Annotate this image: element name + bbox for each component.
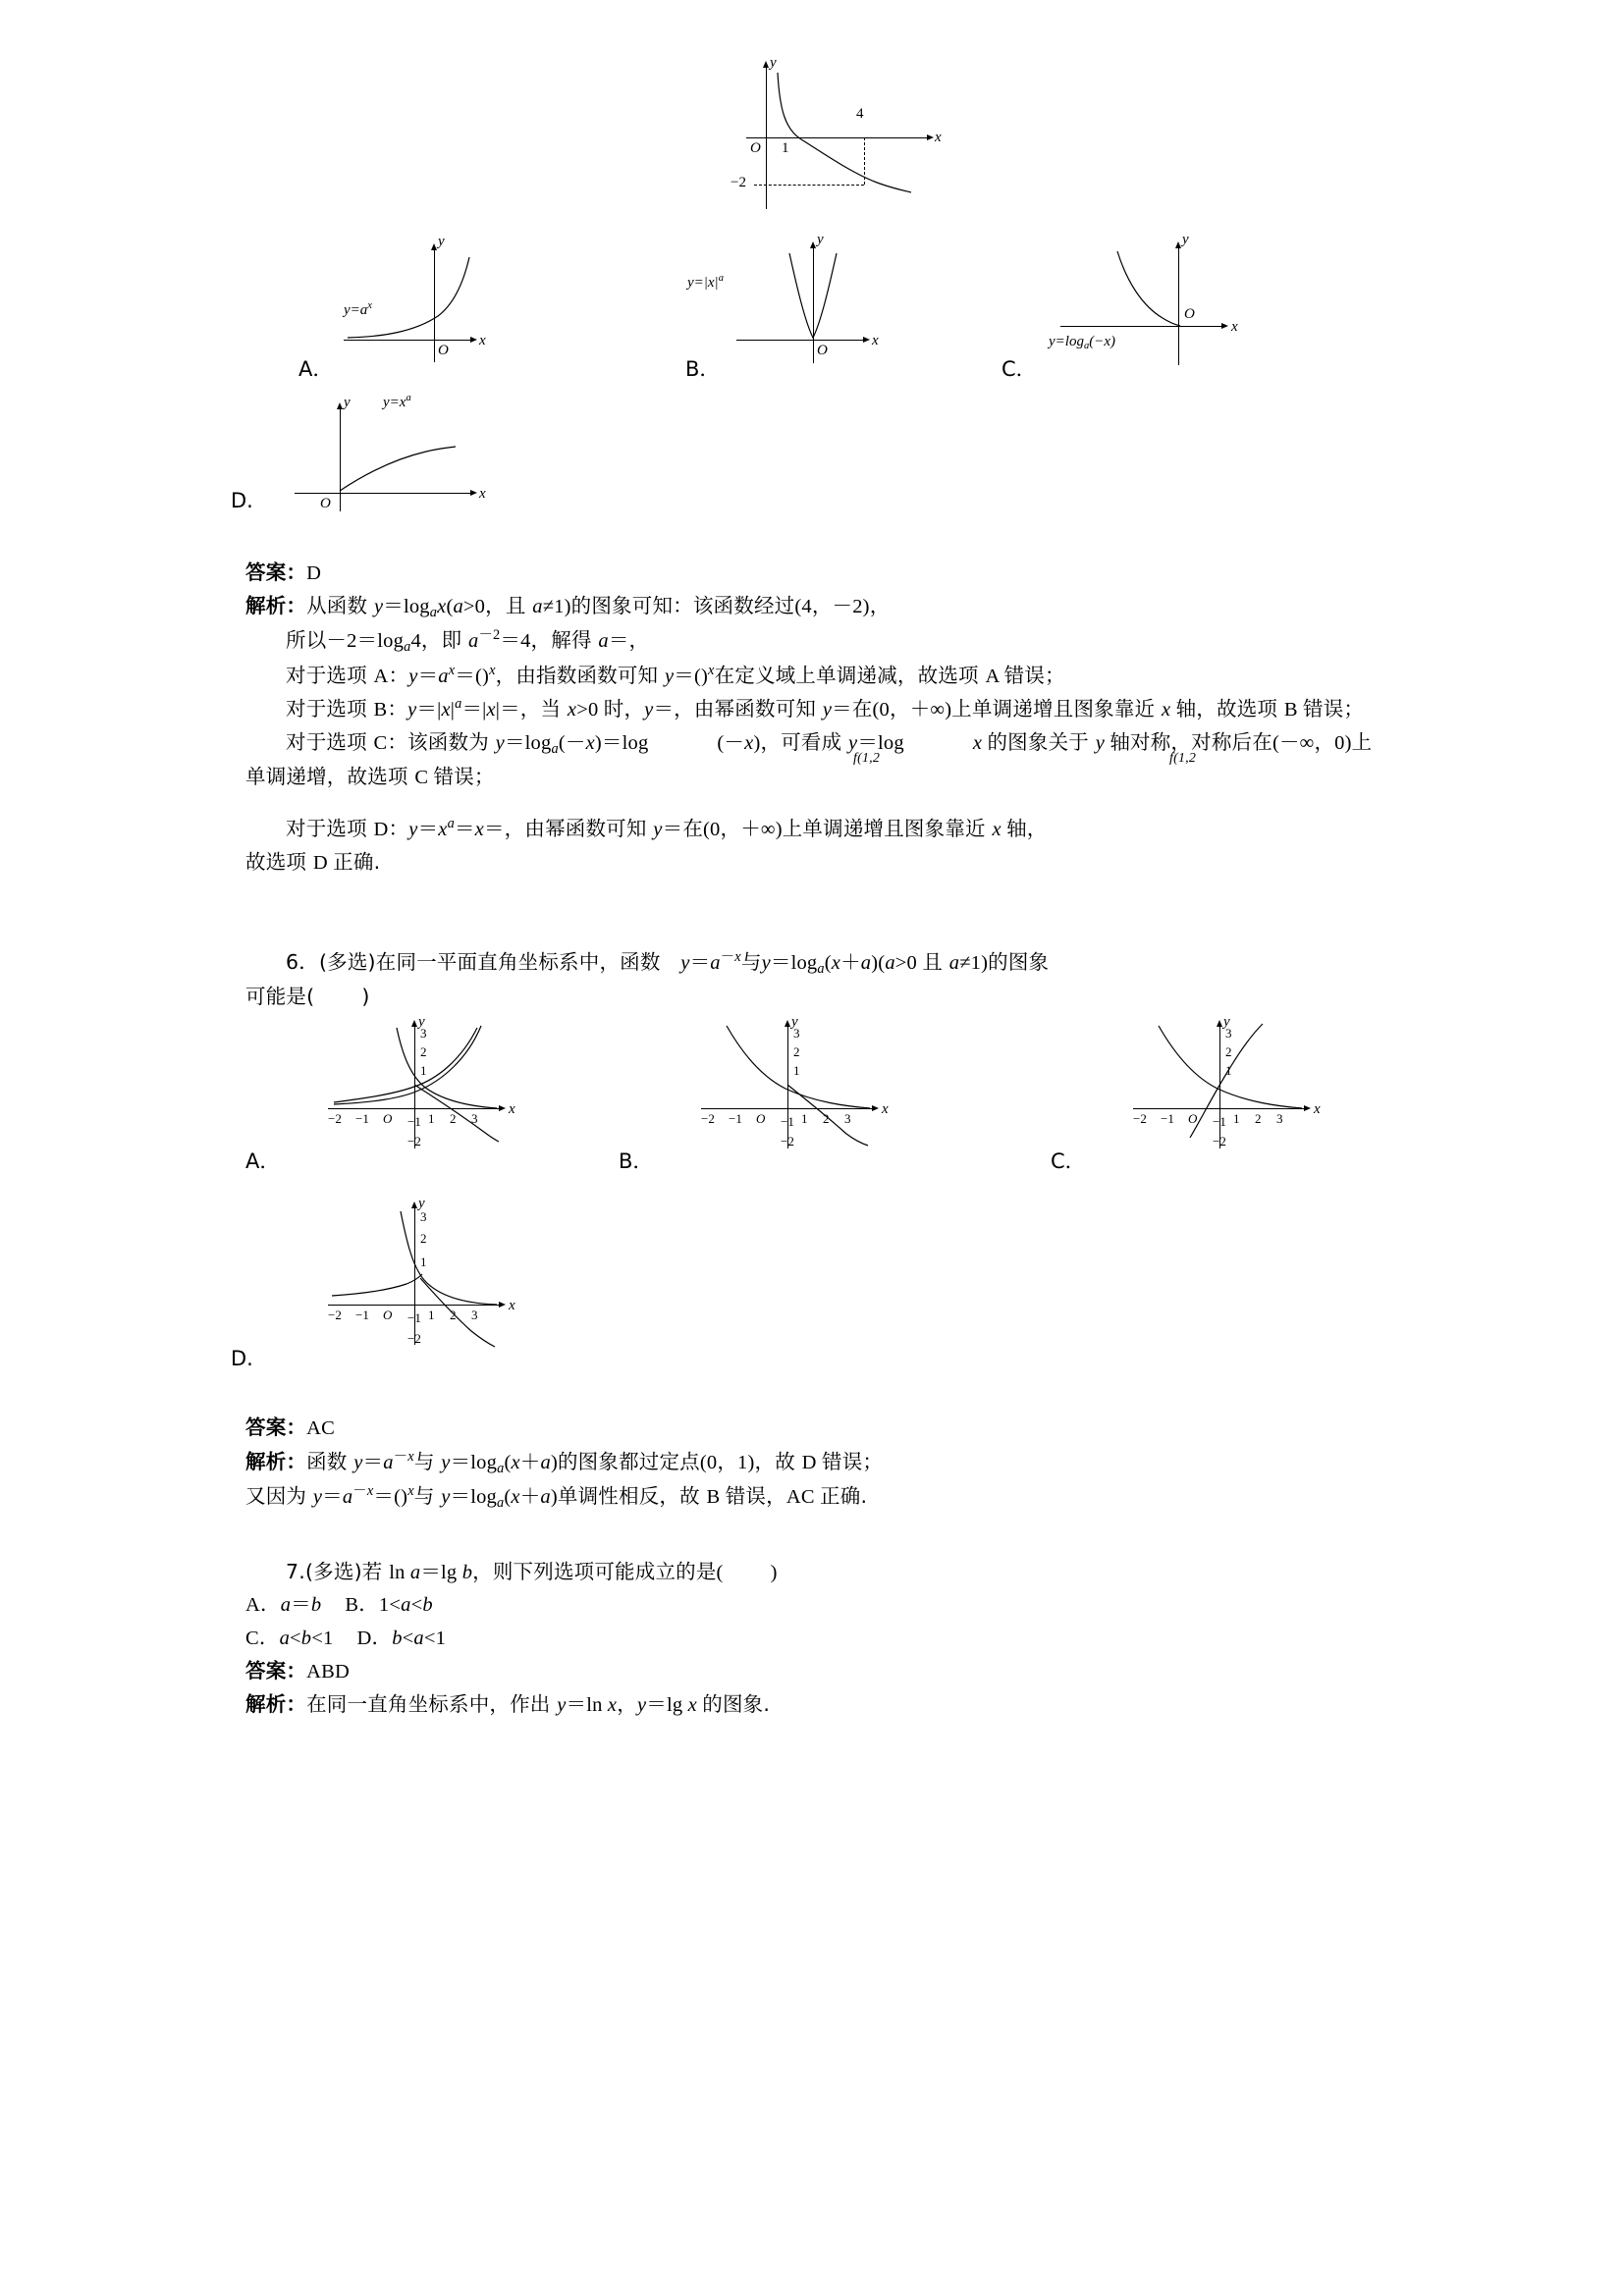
origin-label: O <box>383 1111 393 1127</box>
tick-x-minus2: −2 <box>328 1308 342 1323</box>
q6-option-c-label: C． <box>1051 1149 1086 1174</box>
x-axis-label: x <box>882 1101 889 1118</box>
q5-option-c <box>1001 232 1316 393</box>
stray-text-2: f(1,2 <box>1169 751 1197 767</box>
q5-option-b <box>628 232 923 393</box>
tick-y-1: 1 <box>420 1255 427 1270</box>
x-axis-label: x <box>509 1298 515 1314</box>
tick-y-minus2: −2 <box>1213 1134 1226 1149</box>
tick-y-minus1: −1 <box>1213 1114 1226 1130</box>
power-curve <box>245 402 540 525</box>
tick-y-2: 2 <box>420 1231 427 1247</box>
tick-y-1: 1 <box>420 1063 427 1079</box>
stray-text-1: f(1,2 <box>853 751 881 767</box>
tick-y-2: 2 <box>1225 1044 1232 1060</box>
q6-stem-text-3: ) <box>361 985 370 1009</box>
y-axis-label: y <box>418 1014 425 1031</box>
q6-answer-line <box>245 1412 1384 1445</box>
tick-y-3: 3 <box>1225 1026 1232 1041</box>
answer-value: D <box>306 562 322 584</box>
x-axis-label: x <box>1314 1101 1321 1118</box>
tick-y-1: 1 <box>1225 1063 1232 1079</box>
origin-label: O <box>750 140 761 156</box>
abs-power-curve <box>628 255 923 393</box>
q5-analysis-line-6: 对于选项 D：$y=x^a=x=$，由幂函数可知 y＝在(0，＋∞)上单调递增且图象靠近 x 轴， <box>286 815 1048 840</box>
q7-block <box>245 1556 1384 1722</box>
q6-option-d <box>231 1196 1384 1398</box>
analysis-label: 解析： <box>245 1449 307 1473</box>
q6-stem-text-2: 可能是( <box>245 985 315 1009</box>
tick-x-minus1: −1 <box>1161 1111 1174 1127</box>
q5-option-c-label: C． <box>1001 357 1037 381</box>
q5-analysis-line-7: 故选项 D 正确. <box>245 849 381 874</box>
q6-option-b <box>619 1014 992 1182</box>
q7-choices-row-1: A．a＝b B．1<a<b <box>245 1594 433 1617</box>
q7-analysis-line: 解析：在同一直角坐标系中，作出 y＝ln x，y＝lg x 的图象. <box>245 1691 771 1716</box>
curves <box>304 1201 619 1388</box>
tick-label-minus2: −2 <box>731 175 746 190</box>
origin-label: O <box>383 1308 393 1323</box>
q5-options-abc <box>245 232 1384 402</box>
tick-y-1: 1 <box>793 1063 800 1079</box>
answer-value: ABD <box>306 1660 350 1682</box>
tick-x-3: 3 <box>471 1308 478 1323</box>
y-axis-label: y <box>1223 1014 1230 1031</box>
tick-x-2: 2 <box>450 1111 457 1127</box>
q5-option-d-label: D. <box>231 489 253 512</box>
y-axis-label: y <box>791 1014 798 1031</box>
q6-stem-line-2 <box>245 981 1384 1014</box>
tick-x-2: 2 <box>1255 1111 1262 1127</box>
curves <box>1110 1020 1424 1182</box>
origin-label: O <box>1188 1111 1198 1127</box>
q7-stem-line: 7.(多选)若 ln a＝lg b，则下列选项可能成立的是( ) <box>286 1560 778 1584</box>
tick-label-4: 4 <box>856 106 864 122</box>
tick-x-1: 1 <box>1233 1111 1240 1127</box>
tick-y-2: 2 <box>420 1044 427 1060</box>
tick-x-minus2: −2 <box>328 1111 342 1127</box>
y-axis-label: y <box>1182 232 1189 247</box>
q6-analysis-line-1: 解析：函数 $y=a^{-x}$与 $y=\log_a(x+a)$的图象都过定点(0，1)，故 D 错误； <box>245 1448 884 1476</box>
curve-equation: $y=a^x$ <box>344 300 372 318</box>
tick-x-minus1: −1 <box>355 1308 369 1323</box>
x-axis-label: x <box>935 130 942 145</box>
curve-equation: $y=x^a$ <box>383 393 411 410</box>
q7-tag: (多选) <box>304 1560 362 1584</box>
tick-x-3: 3 <box>844 1111 851 1127</box>
y-axis-label: y <box>438 234 445 249</box>
curve-equation: $y=\log_a(-x)$ <box>1049 334 1115 351</box>
answer-label: 答案： <box>245 561 307 584</box>
tick-y-minus1: −1 <box>407 1114 421 1130</box>
q5-top-figure <box>245 55 1384 255</box>
q6-analysis-line-2: 又因为 $y=a^{-x}=()^x$与 $y=\log_a(x+a)$单调性相反，故 B 错误，AC 正确. <box>245 1482 868 1511</box>
tick-x-1: 1 <box>801 1111 808 1127</box>
origin-label: O <box>438 343 449 358</box>
q5-option-b-label: B． <box>685 357 721 381</box>
y-axis-arrow <box>810 241 816 248</box>
q5-option-a <box>245 234 540 393</box>
tick-y-minus1: −1 <box>781 1114 794 1130</box>
exp-curve <box>245 255 540 393</box>
q6-options-abc <box>245 1014 1384 1192</box>
origin-label: O <box>817 343 828 358</box>
q5-analysis-line-1: 解析：从函数 $y=\log_ax(a>0$，且 a≠1)的图象可知：该函数经过(4，－2)， <box>245 594 891 621</box>
q7-number: 7. <box>286 1560 305 1584</box>
y-axis-arrow <box>431 243 437 250</box>
y-axis-arrow <box>1175 241 1181 248</box>
x-axis-label: x <box>479 486 486 502</box>
q6-option-d-label: D. <box>231 1347 253 1371</box>
tick-y-minus2: −2 <box>781 1134 794 1149</box>
log-curve <box>707 59 992 245</box>
q6-option-a <box>245 1014 619 1182</box>
q5-analysis-line-3: 对于选项 A：$y=a^x=()^x$，由指数函数可知 y＝()$^x$在定义域上单调递减，故选项 A 错误； <box>286 662 1065 687</box>
answer-value: AC <box>306 1417 335 1440</box>
q7-choices-row-2: C．a<b<1 D．b<a<1 <box>245 1627 447 1649</box>
q5-option-d <box>231 393 1384 535</box>
tick-x-2: 2 <box>450 1308 457 1323</box>
tick-x-2: 2 <box>823 1111 830 1127</box>
x-axis-label: x <box>479 333 486 348</box>
tick-x-1: 1 <box>428 1308 435 1323</box>
y-axis-label: y <box>418 1196 425 1212</box>
q6-option-a-label: A． <box>245 1149 281 1174</box>
q5-option-a-label: A． <box>298 357 334 381</box>
x-axis-label: x <box>509 1101 515 1118</box>
curve-equation: $y=|x|^a$ <box>687 273 724 291</box>
log-neg-curve <box>1001 255 1316 393</box>
tick-label-1: 1 <box>782 140 789 156</box>
origin-label: O <box>756 1111 766 1127</box>
tick-y-3: 3 <box>420 1209 427 1225</box>
q5-analysis-line-2: 所以$-2=\log_a4$，即 $a^{-2}=4$，解得 a＝， <box>286 627 650 656</box>
tick-y-minus2: −2 <box>407 1331 421 1347</box>
tick-x-minus1: −1 <box>729 1111 742 1127</box>
x-axis-label: x <box>1231 319 1238 335</box>
tick-y-2: 2 <box>793 1044 800 1060</box>
tick-x-minus1: −1 <box>355 1111 369 1127</box>
answer-label: 答案： <box>245 1415 307 1440</box>
q5-analysis-line-4: 对于选项 B：$y=|x|^a=|x|=$，当 x>0 时，y＝，由幂函数可知 y＝在(0，＋∞)上单调递增且图象靠近 x 轴，故选项 B 错误； <box>286 696 1365 721</box>
q5-answer-block <box>245 557 1384 880</box>
tick-x-minus2: −2 <box>1133 1111 1147 1127</box>
tick-x-minus2: −2 <box>701 1111 715 1127</box>
tick-y-minus2: −2 <box>407 1134 421 1149</box>
answer-label: 答案： <box>245 1658 307 1682</box>
origin-label: O <box>320 496 331 511</box>
tick-x-3: 3 <box>1276 1111 1283 1127</box>
y-axis-label: y <box>344 395 351 410</box>
origin-label: O <box>1184 306 1195 322</box>
analysis-label: 解析： <box>245 594 307 618</box>
q6-option-b-label: B． <box>619 1149 654 1174</box>
tick-y-minus1: −1 <box>407 1310 421 1326</box>
q6-tag: (多选) <box>318 949 376 974</box>
y-axis-label: y <box>817 232 824 247</box>
q7-answer-line <box>245 1655 1384 1688</box>
q6-stem-text: 在同一平面直角坐标系中，函数 <box>375 949 661 974</box>
page-content <box>231 55 1384 1722</box>
q6-option-c <box>1051 1014 1424 1182</box>
curves <box>304 1020 619 1182</box>
tick-x-3: 3 <box>471 1111 478 1127</box>
y-axis-label: y <box>770 55 777 71</box>
q6-answer-block <box>245 1412 1384 1515</box>
q6-number: 6． <box>286 949 319 974</box>
x-axis-label: x <box>872 333 879 348</box>
tick-y-3: 3 <box>793 1026 800 1041</box>
q5-answer-line <box>245 557 1384 590</box>
analysis-label: 解析： <box>245 1691 307 1716</box>
q6-stem <box>245 946 1384 1014</box>
q6-stem-line-1: 6．(多选)在同一平面直角坐标系中，函数 $y=a^{-x}$与$y=\log_a(x+a)(a>0$ 且 a≠1)的图象 <box>286 949 1050 977</box>
q5-analysis-line-5: 对于选项 C：该函数为 $y=\log_a(-x)=\log$ (－x)，可看成 y＝log x 的图象关于 y 轴对称，对称后在(－∞，0)上单调递增，故选项 C 错误； f(1,2 f(1,2 <box>245 730 1373 789</box>
tick-y-3: 3 <box>420 1026 427 1041</box>
tick-x-1: 1 <box>428 1111 435 1127</box>
curves <box>677 1020 992 1182</box>
